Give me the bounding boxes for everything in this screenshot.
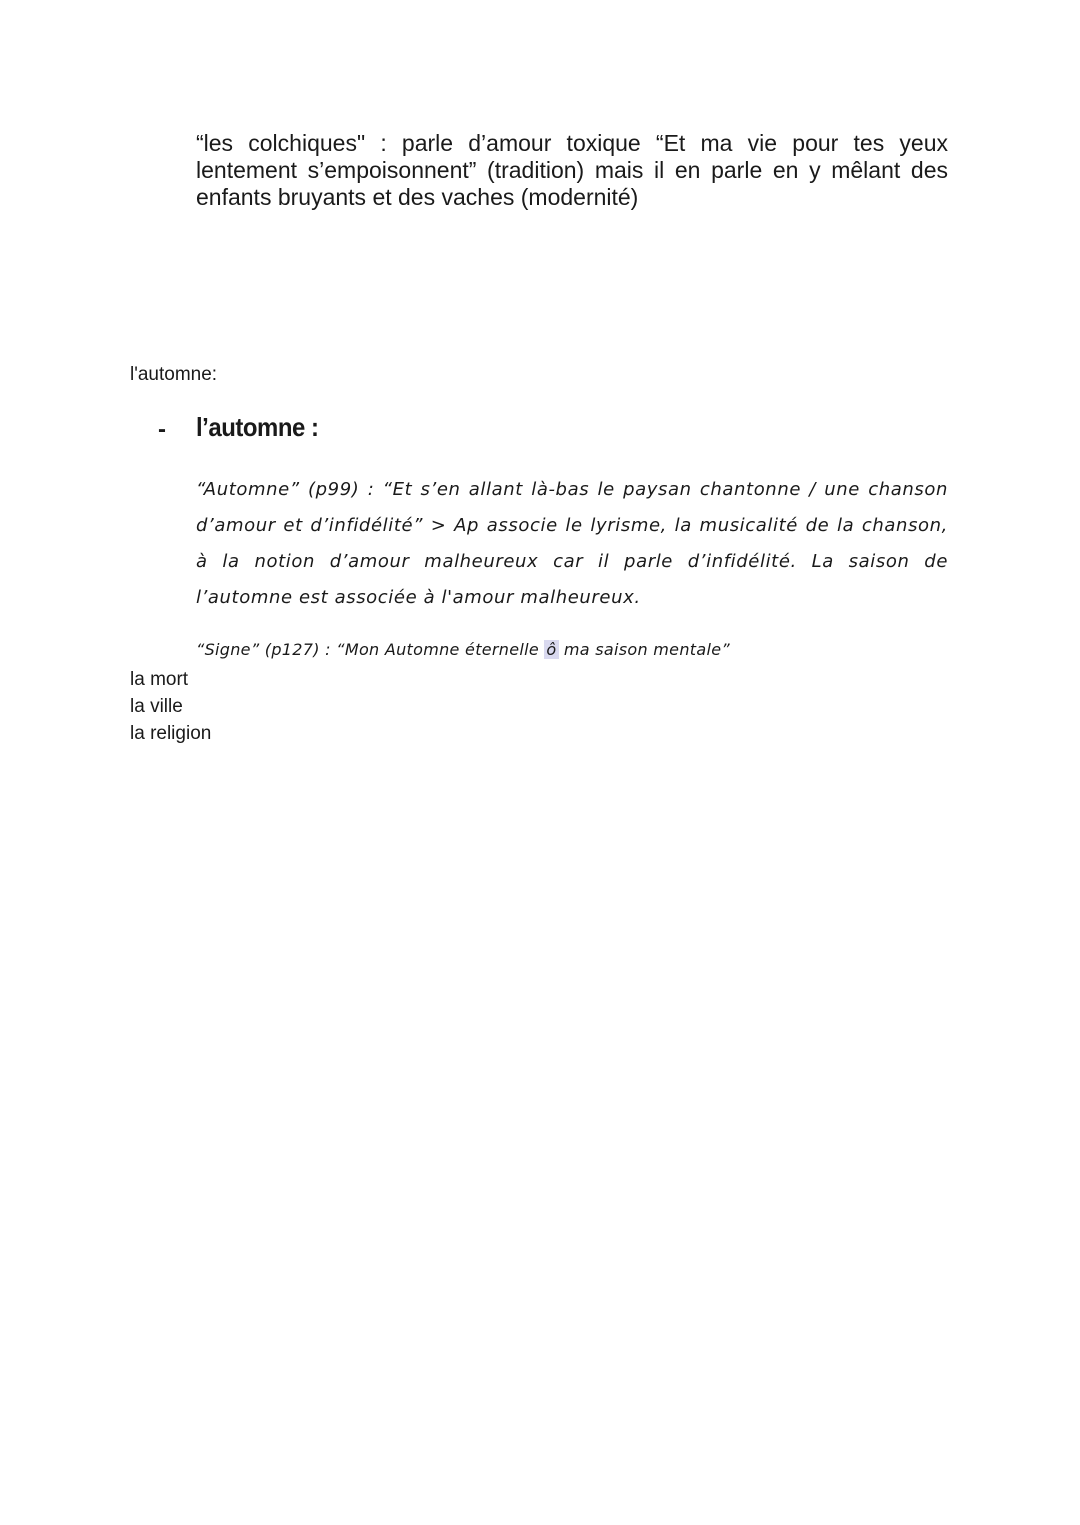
list-item: la ville [130, 696, 183, 717]
topic-list [130, 666, 211, 747]
intro-paragraph: “les colchiques" : parle d’amour toxique “Et ma vie pour tes yeux lentement s’empoisonnent” (tradition) mais il en parle en y mêlant des enfants bruyants et des vaches (modernité) [196, 130, 948, 210]
section-heading: l’automne : [196, 412, 319, 442]
text-cursor-highlight[interactable]: ô [546, 640, 557, 659]
bullet-dash: - [158, 416, 166, 443]
list-item: la religion [130, 723, 212, 744]
list-item: la mort [130, 669, 189, 690]
section-label: l'automne: [130, 364, 218, 385]
signe-quote-start: “Signe” (p127) : “Mon Automne éternelle [196, 640, 545, 659]
automne-quote-paragraph: “Automne” (p99) : “Et s’en allant là-bas le paysan chantonne / une chanson d’amour et d’infidélité” > Ap associe le lyrisme, la musicalité de la chanson, à la notion d’amour malheureux car il parle d’infidélité. La saison de l’automne est associée à l'amour malheureux. [196, 479, 948, 608]
signe-quote-end: ma saison mentale” [558, 640, 730, 659]
signe-quote-line [196, 638, 730, 662]
